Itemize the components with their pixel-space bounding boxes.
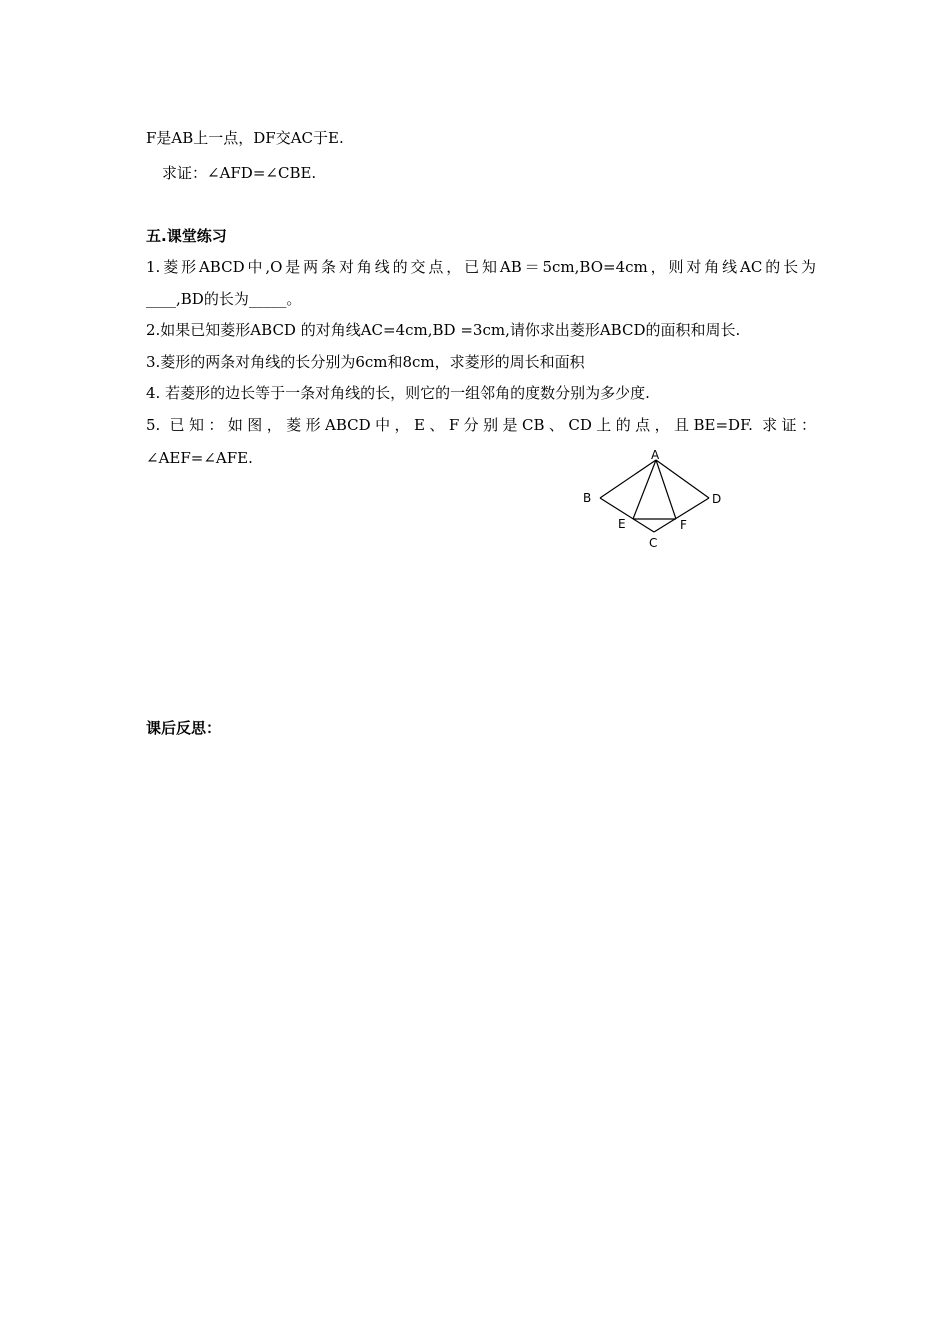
exercise-1-line2: ____,BD的长为_____。 — [146, 290, 302, 308]
label-d: D — [712, 492, 722, 506]
prev-problem-proof: 求证：∠AFD=∠CBE. — [162, 164, 317, 182]
exercise-5-line2: ∠AEF=∠AFE. — [146, 449, 253, 467]
reflection-title: 课后反思： — [146, 719, 222, 737]
segment-af — [656, 460, 676, 519]
edge-bc — [600, 498, 654, 532]
prev-problem-line1: F是AB上一点，DF交AC于E. — [146, 129, 344, 147]
exercise-5-line1: 5. 已知：如图，菱形ABCD中，E、F分别是CB、CD上的点，且BE=DF. 求证： — [146, 416, 816, 434]
label-e: E — [618, 517, 626, 531]
section5-title: 五.课堂练习 — [146, 227, 227, 245]
exercise-1-line1: 1.菱形ABCD中,O是两条对角线的交点，已知AB＝5cm,BO=4cm，则对角线AC的长为 — [146, 258, 816, 276]
label-a: A — [651, 448, 660, 462]
label-b: B — [583, 491, 592, 505]
exercise-4: 4. 若菱形的边长等于一条对角线的长，则它的一组邻角的度数分别为多少度. — [146, 384, 650, 402]
exercise-3: 3.菱形的两条对角线的长分别为6cm和8cm，求菱形的周长和面积 — [146, 353, 585, 371]
exercise-2: 2.如果已知菱形ABCD 的对角线AC=4cm,BD =3cm,请你求出菱形ABCD的面积和周长. — [146, 321, 741, 339]
label-f: F — [680, 518, 687, 532]
rhombus-diagram — [574, 448, 734, 552]
rhombus-figure — [574, 448, 734, 552]
edge-ad — [656, 460, 709, 498]
label-c: C — [649, 536, 658, 550]
edge-ab — [600, 460, 656, 498]
segment-ae — [633, 460, 656, 519]
